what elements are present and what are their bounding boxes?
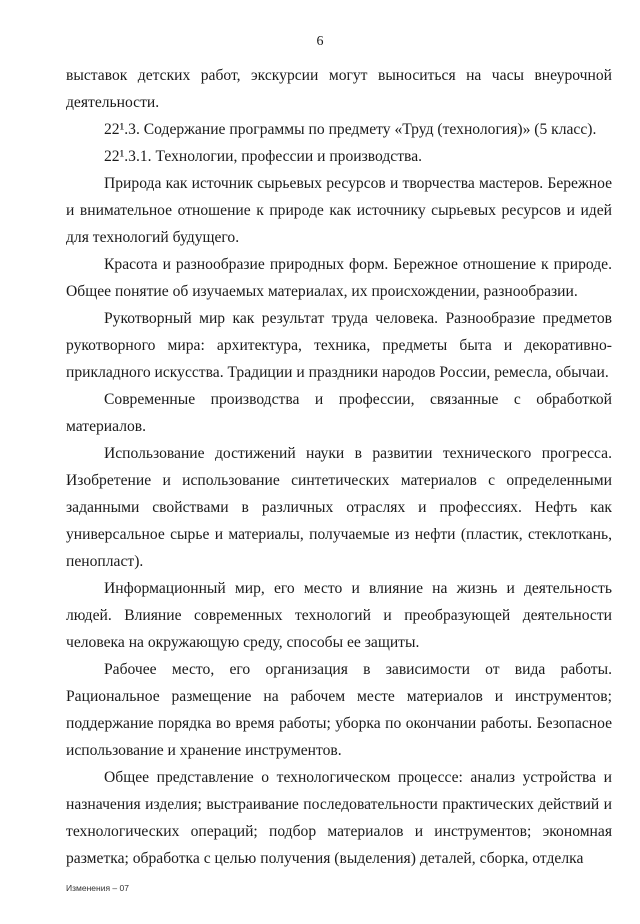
section-heading: 22¹.3. Содержание программы по предмету «Труд (технология)» (5 класс). (104, 121, 597, 138)
paragraph: Современные производства и профессии, связанные с обработкой материалов. (66, 391, 612, 435)
paragraph: Красота и разнообразие природных форм. Бережное отношение к природе. Общее понятие об изучаемых материалах, их происхождении, разнообразии. (66, 256, 612, 300)
paragraph: Рукотворный мир как результат труда человека. Разнообразие предметов рукотворного мира: архитектура, техника, предметы быта и декоративно-прикладного искусства. Традиции и праздники народов России, ремесла, обычаи. (66, 310, 612, 381)
paragraph: Рабочее место, его организация в зависимости от вида работы. Рациональное размещение на рабочем месте материалов и инструментов; поддержание порядка во время работы; уборка по окончании работы. Безопасное использование и хранение инструментов. (66, 661, 612, 759)
paragraph: Общее представление о технологическом процессе: анализ устройства и назначения изделия; выстраивание последовательности практических действий и технологических операций; подбор материалов и инструментов; экономная разметка; обработка с целью получения (выделения) деталей, сборка, отделка (66, 769, 612, 867)
paragraph: Информационный мир, его место и влияние на жизнь и деятельность людей. Влияние современных технологий и преобразующей деятельности человека на окружающую среду, способы ее защиты. (66, 580, 612, 651)
footer-revision-note: Изменения – 07 (66, 883, 129, 893)
page-number: 6 (316, 34, 324, 49)
subsection-heading: 22¹.3.1. Технологии, профессии и производства. (104, 148, 423, 165)
document-body (66, 62, 612, 872)
paragraph: Использование достижений науки в развитии технического прогресса. Изобретение и использование синтетических материалов с определенными заданными свойствами в различных отраслях и профессиях. Нефть как универсальное сырье и материалы, получаемые из нефти (пластик, стеклоткань, пенопласт). (66, 445, 612, 570)
paragraph: Природа как источник сырьевых ресурсов и творчества мастеров. Бережное и внимательное отношение к природе как источнику сырьевых ресурсов и идей для технологий будущего. (66, 175, 612, 246)
paragraph-continuation: выставок детских работ, экскурсии могут выноситься на часы внеурочной деятельности. (66, 67, 612, 111)
